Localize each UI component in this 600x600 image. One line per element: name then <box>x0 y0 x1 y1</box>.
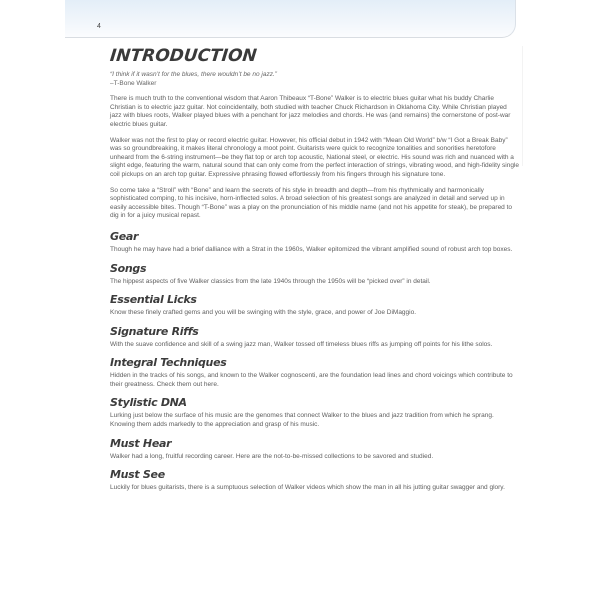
section-integral-techniques <box>110 356 520 389</box>
page-number: 4 <box>97 23 101 30</box>
section-text: With the suave confidence and skill of a swing jazz man, Walker tossed off timeless blues riffs as jumping off points for his lithe solos. <box>110 340 493 348</box>
section-signature-riffs <box>110 325 520 350</box>
epigraph-quote: “I think if it wasn’t for the blues, there wouldn’t be no jazz.” <box>110 71 277 78</box>
section-heading: Gear <box>110 229 139 243</box>
section-text: Know these finely crafted gems and you will be swinging with the style, grace, and power of Joe DiMaggio. <box>110 309 417 317</box>
section-heading: Must Hear <box>110 436 172 450</box>
section-must-hear <box>110 437 520 462</box>
section-stylistic-dna <box>110 396 520 429</box>
intro-paragraph: There is much truth to the conventional wisdom that Aaron Thibeaux “T-Bone” Walker is to electric blues guitar what his buddy Charlie Christian is to electric jazz guitar. Not coincidentally, both studied with teacher Chuck Richardson in Oklahoma City. While Christian played jazz with blues roots, Walker played blues with a penchant for jazz melodies and chords. He was (and remains) the cornerstone of post-war electric blues guitar. <box>110 95 511 128</box>
intro-paragraph: So come take a “Stroll” with “Bone” and learn the secrets of his style in breadth and depth—from his rhythmically and harmonically sophisticated comping, to his incisive, horn-inflected solos. A broad selection of his greatest songs are analyzed in detail and served up in easily accessible bites. Though “T-Bone” was a play on the pronunciation of his middle name (and not his appetite for steak), be prepared to dig in for a juicy musical repast. <box>110 186 513 220</box>
intro-paragraph: Walker was not the first to play or record electric guitar. However, his official debut in 1942 with “Mean Old World” b/w “I Got a Break Baby” was so groundbreaking, it makes literal chronology a moot point. Guitarists were quick to recognize tonalities and sonorities heretofore unheard from the 6-string instrument—be they flat top or arch top acoustic, National steel, or electric. His sound was rich and nuanced with a slight edge, featuring the warm, natural sound that can only come from the perfect interaction of strings, vibrating wood, and high-fidelity single coil pickups on an arch top guitar. Expressive phrasing flowed effortlessly from his fingers through his signature tone. <box>110 136 520 178</box>
section-heading: Essential Licks <box>110 293 197 307</box>
section-songs <box>110 262 520 287</box>
section-text: Luckily for blues guitarists, there is a sumptuous selection of Walker videos which show the man in all his jutting guitar swagger and glory. <box>110 484 505 492</box>
page-content <box>110 46 520 493</box>
page-header-band <box>65 0 516 38</box>
section-essential-licks <box>110 293 520 318</box>
section-text: Though he may have had a brief dalliance with a Strat in the 1960s, Walker epitomized the vibrant amplified sound of robust arch top boxes. <box>110 245 513 253</box>
section-heading: Signature Riffs <box>110 324 199 338</box>
section-text: The hippest aspects of five Walker classics from the late 1940s through the 1950s will be “picked over” in detail. <box>110 277 431 285</box>
section-heading: Stylistic DNA <box>110 396 187 410</box>
epigraph-attribution: –T-Bone Walker <box>110 79 157 87</box>
section-heading: Integral Techniques <box>110 356 227 370</box>
section-heading: Songs <box>110 261 147 275</box>
section-heading: Must See <box>110 468 165 482</box>
section-gear <box>110 230 520 255</box>
margin-rule <box>522 46 523 166</box>
page-title: INTRODUCTION <box>108 46 258 66</box>
section-text: Lurking just below the surface of his music are the genomes that connect Walker to the blues and jazz tradition from which he sprang. Knowing them adds markedly to the appreciation and grasp of his music. <box>110 412 494 429</box>
section-text: Walker had a long, fruitful recording career. Here are the not-to-be-missed collections to be savored and studied. <box>110 452 434 460</box>
section-must-see <box>110 468 520 493</box>
section-text: Hidden in the tracks of his songs, and known to the Walker cognoscenti, are the foundation lead lines and chord voicings which contribute to their greatness. Check them out here. <box>110 372 513 388</box>
